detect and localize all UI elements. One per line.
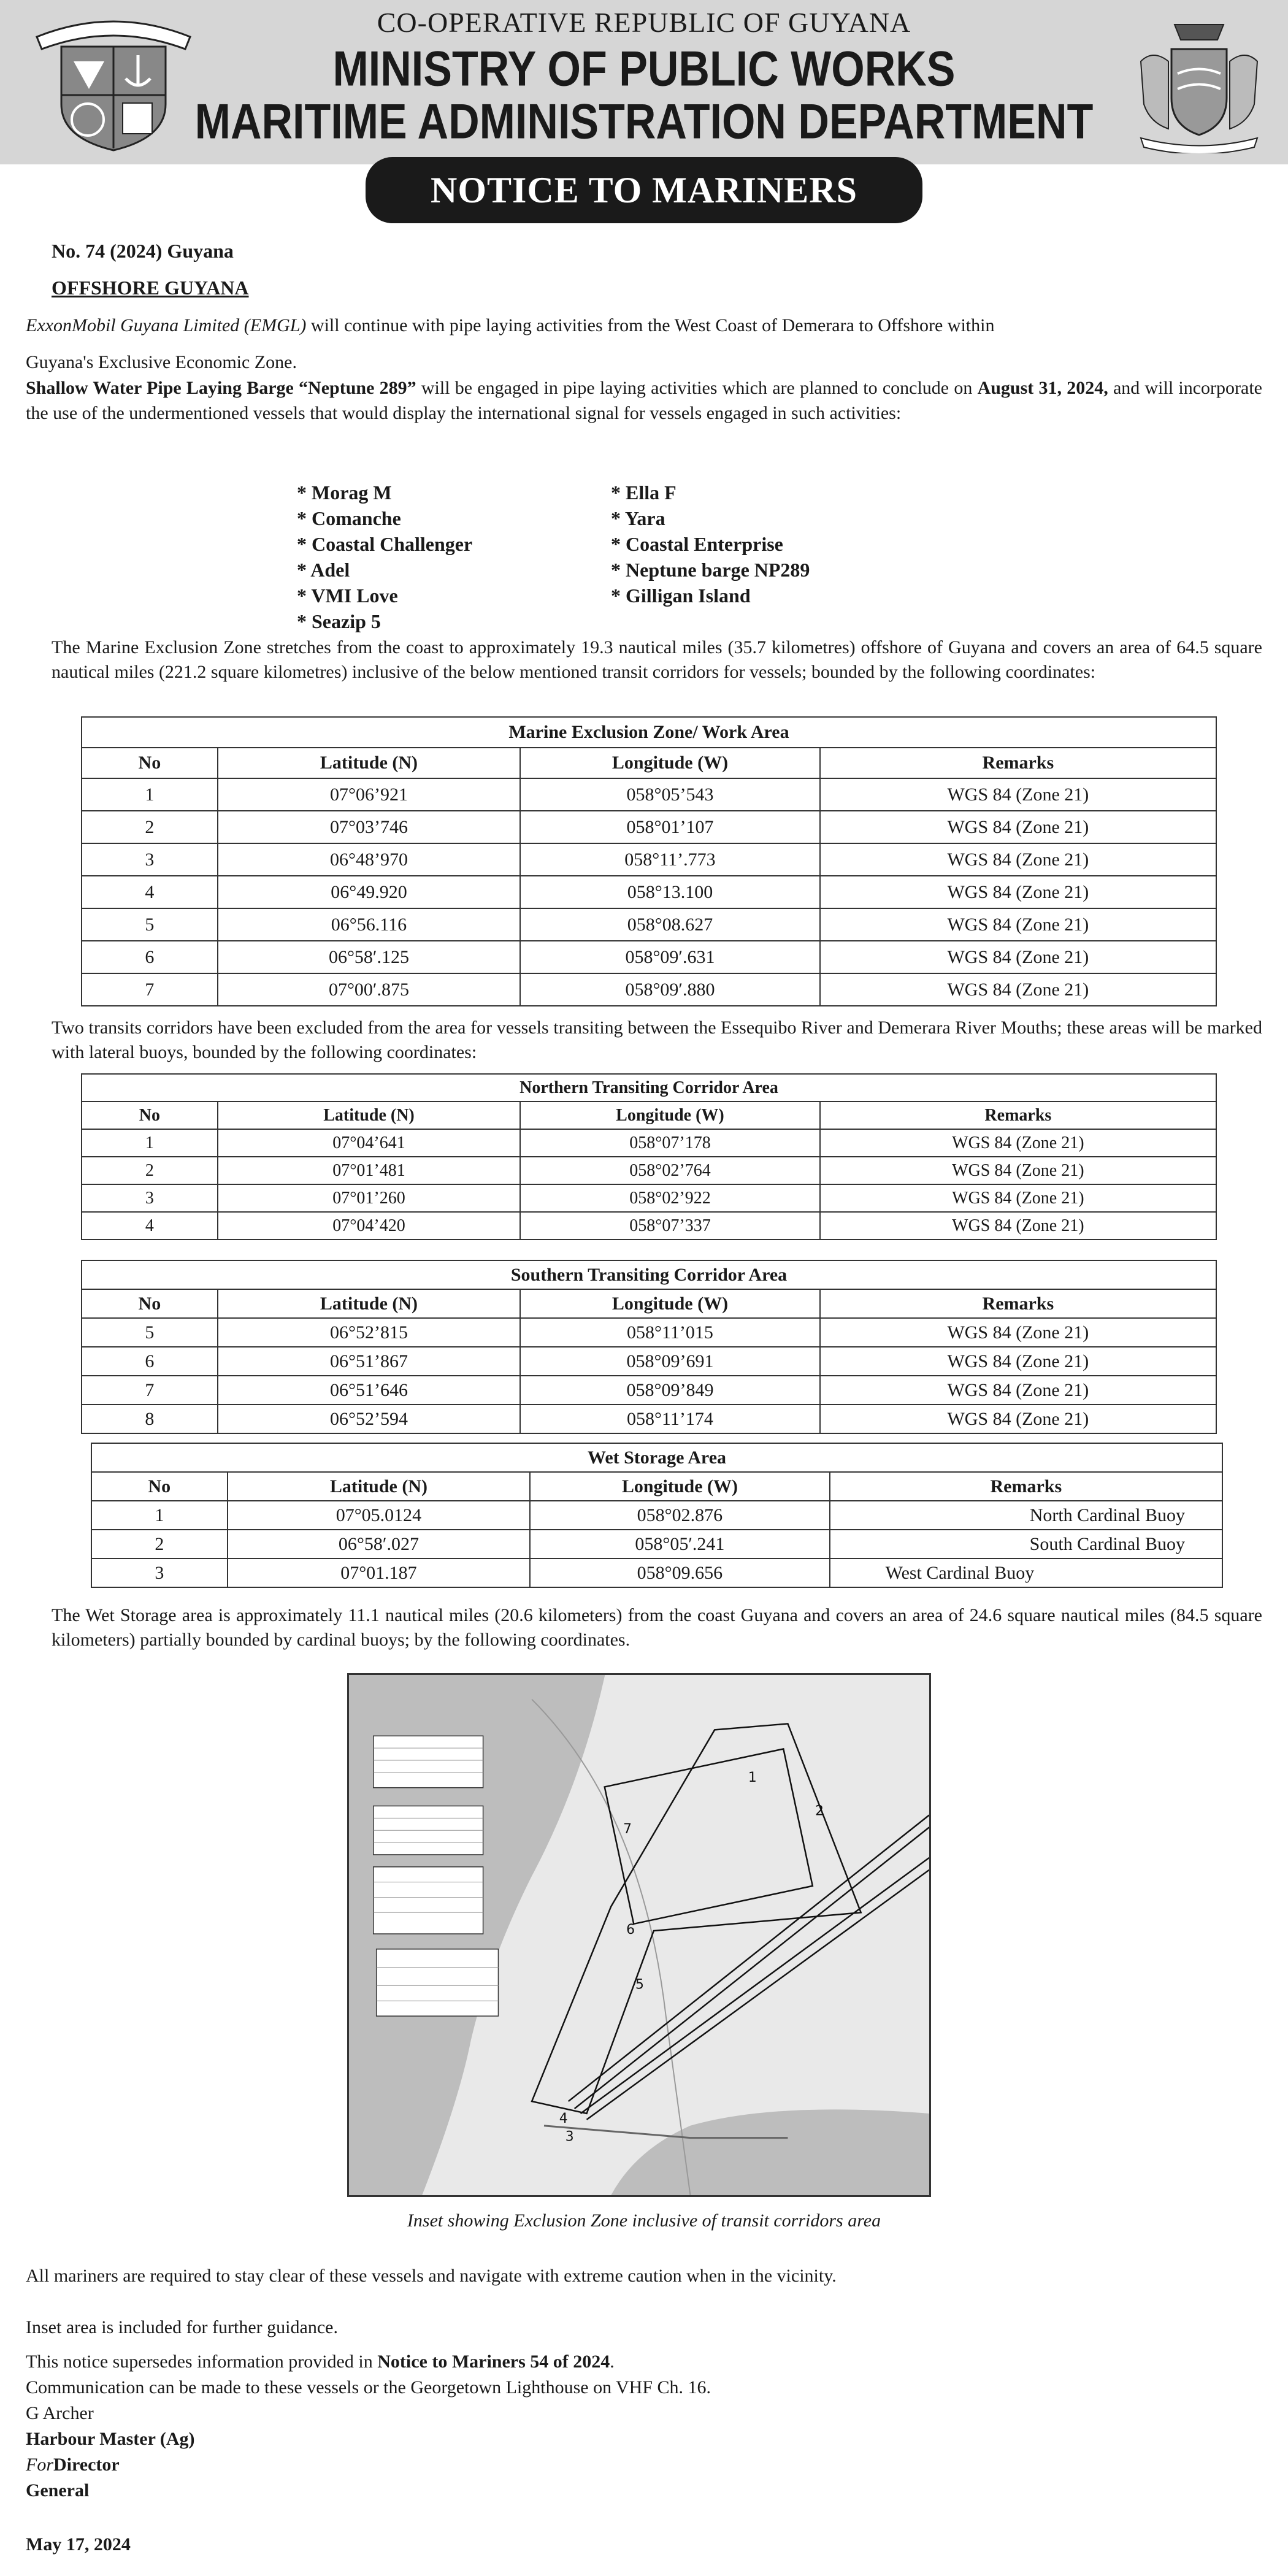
intro-line-1-rest: will continue with pipe laying activities from the West Coast of Demerara to Offshore within bbox=[306, 315, 995, 335]
notice-banner: NOTICE TO MARINERS bbox=[366, 157, 922, 223]
column-header: Latitude (N) bbox=[228, 1472, 530, 1501]
superseded-notice: Notice to Mariners 54 of 2024 bbox=[377, 2352, 610, 2372]
table-row bbox=[82, 1318, 1216, 1347]
cell-remarks: WGS 84 (Zone 21) bbox=[820, 1129, 1216, 1157]
map-point-label: 6 bbox=[626, 1922, 635, 1938]
signatory-name: G Archer bbox=[26, 2403, 94, 2423]
table-row bbox=[82, 1347, 1216, 1376]
cell-remarks: WGS 84 (Zone 21) bbox=[820, 1318, 1216, 1347]
cell-latitude: 06°52’815 bbox=[218, 1318, 520, 1347]
supersedes-text: This notice supersedes information provided in bbox=[26, 2352, 378, 2372]
cell-longitude: 058°05’543 bbox=[520, 778, 820, 811]
cell-latitude: 07°00′.875 bbox=[218, 973, 520, 1006]
company-name: ExxonMobil Guyana Limited (EMGL) bbox=[26, 315, 307, 335]
cell-no: 3 bbox=[91, 1558, 228, 1587]
cell-remarks: WGS 84 (Zone 21) bbox=[820, 811, 1216, 843]
exclusion-zone-paragraph: The Marine Exclusion Zone stretches from the coast to approximately 19.3 nautical miles (35.7 kilometres) offshore of Guyana and covers an area of 64.5 square nautical miles (221.2 square kilometres) inclusive of the below mentioned transit corridors for vessels; bounded by the following coordinates: bbox=[52, 637, 1262, 682]
cell-remarks: WGS 84 (Zone 21) bbox=[820, 1405, 1216, 1433]
cell-latitude: 07°04’641 bbox=[218, 1129, 520, 1157]
vessel-item: * Neptune barge NP289 bbox=[611, 559, 810, 581]
map-point-label: 7 bbox=[623, 1822, 632, 1838]
table-row bbox=[91, 1530, 1222, 1558]
letterhead bbox=[0, 0, 1288, 164]
cell-no: 7 bbox=[82, 973, 218, 1006]
republic-title: CO-OPERATIVE REPUBLIC OF GUYANA bbox=[377, 7, 911, 38]
supersedes-end: . bbox=[610, 2352, 615, 2372]
table-row bbox=[82, 908, 1216, 941]
table-title: Southern Transiting Corridor Area bbox=[82, 1260, 1216, 1289]
signatory-title: Harbour Master (Ag) bbox=[26, 2429, 195, 2449]
cell-latitude: 07°01’481 bbox=[218, 1157, 520, 1184]
column-header: Longitude (W) bbox=[520, 748, 820, 778]
cell-no: 3 bbox=[82, 1184, 218, 1212]
cell-latitude: 06°52’594 bbox=[218, 1405, 520, 1433]
column-header: No bbox=[82, 1102, 218, 1129]
communication-statement: Communication can be made to these vessels or the Georgetown Lighthouse on VHF Ch. 16. bbox=[26, 2377, 711, 2398]
cell-remarks: WGS 84 (Zone 21) bbox=[820, 1376, 1216, 1405]
wet-storage-paragraph: The Wet Storage area is approximately 11.1 nautical miles (20.6 kilometers) from the coast Guyana and covers an area of 24.6 square nautical miles (84.5 square kilometers) partially bounded by cardinal buoys; by the following coordinates. bbox=[52, 1605, 1262, 1650]
column-header: No bbox=[82, 748, 218, 778]
table-title: Northern Transiting Corridor Area bbox=[82, 1074, 1216, 1102]
cell-no: 7 bbox=[82, 1376, 218, 1405]
cell-longitude: 058°07’337 bbox=[520, 1212, 820, 1240]
vessel-item: * Seazip 5 bbox=[297, 610, 381, 632]
table-row bbox=[91, 1501, 1222, 1530]
map-point-label: 3 bbox=[565, 2129, 574, 2145]
table-row bbox=[82, 876, 1216, 908]
column-header: Remarks bbox=[820, 1102, 1216, 1129]
cell-remarks: North Cardinal Buoy bbox=[830, 1501, 1222, 1530]
vessel-item: * Coastal Enterprise bbox=[611, 533, 783, 555]
cell-longitude: 058°05′.241 bbox=[530, 1530, 829, 1558]
stay-clear-statement: All mariners are required to stay clear of these vessels and navigate with extreme caution when in the vicinity. bbox=[26, 2266, 837, 2286]
table-row bbox=[82, 941, 1216, 973]
column-header: Remarks bbox=[820, 1289, 1216, 1318]
vessel-item: * Morag M bbox=[297, 481, 392, 504]
table-row bbox=[82, 1184, 1216, 1212]
cell-longitude: 058°11’.773 bbox=[520, 843, 820, 876]
cell-remarks: WGS 84 (Zone 21) bbox=[820, 843, 1216, 876]
cell-longitude: 058°09′.631 bbox=[520, 941, 820, 973]
cell-longitude: 058°09.656 bbox=[530, 1558, 829, 1587]
cell-remarks: South Cardinal Buoy bbox=[830, 1530, 1222, 1558]
notice-number: No. 74 (2024) Guyana bbox=[52, 240, 234, 262]
cell-longitude: 058°02.876 bbox=[530, 1501, 829, 1530]
map-point-label: 2 bbox=[815, 1803, 824, 1819]
cell-no: 4 bbox=[82, 1212, 218, 1240]
cell-latitude: 07°01’260 bbox=[218, 1184, 520, 1212]
cell-longitude: 058°11’174 bbox=[520, 1405, 820, 1433]
map-point-label: 5 bbox=[635, 1977, 644, 1993]
department-title: MARITIME ADMINISTRATION DEPARTMENT bbox=[194, 94, 1094, 149]
column-header: Latitude (N) bbox=[218, 748, 520, 778]
barge-text: will be engaged in pipe laying activities which are planned to conclude on bbox=[416, 378, 978, 398]
exclusion-zone-table bbox=[81, 716, 1217, 1006]
column-header: No bbox=[91, 1472, 228, 1501]
cell-latitude: 06°48’970 bbox=[218, 843, 520, 876]
table-title: Wet Storage Area bbox=[91, 1443, 1222, 1472]
cell-remarks: WGS 84 (Zone 21) bbox=[820, 1347, 1216, 1376]
northern-corridor-table bbox=[81, 1073, 1217, 1240]
cell-no: 1 bbox=[91, 1501, 228, 1530]
column-header: Remarks bbox=[830, 1472, 1222, 1501]
director-label: Director bbox=[53, 2455, 120, 2475]
general-label: General bbox=[26, 2480, 90, 2501]
table-row bbox=[82, 811, 1216, 843]
exclusion-zone-chart-inset bbox=[347, 1673, 931, 2197]
cell-longitude: 058°07’178 bbox=[520, 1129, 820, 1157]
cell-no: 5 bbox=[82, 908, 218, 941]
notice-area: OFFSHORE GUYANA bbox=[52, 277, 249, 299]
cell-longitude: 058°11’015 bbox=[520, 1318, 820, 1347]
southern-corridor-table bbox=[81, 1260, 1217, 1434]
cell-no: 2 bbox=[82, 1157, 218, 1184]
notice-date: May 17, 2024 bbox=[26, 2534, 131, 2555]
table-row bbox=[91, 1558, 1222, 1587]
cell-remarks: WGS 84 (Zone 21) bbox=[820, 1212, 1216, 1240]
ministry-title: MINISTRY OF PUBLIC WORKS bbox=[332, 41, 956, 96]
cell-latitude: 07°05.0124 bbox=[228, 1501, 530, 1530]
cell-no: 6 bbox=[82, 1347, 218, 1376]
cell-no: 8 bbox=[82, 1405, 218, 1433]
inset-note: Inset area is included for further guidance. bbox=[26, 2317, 338, 2337]
column-header: No bbox=[82, 1289, 218, 1318]
column-header: Longitude (W) bbox=[530, 1472, 829, 1501]
cell-no: 1 bbox=[82, 1129, 218, 1157]
cell-remarks: WGS 84 (Zone 21) bbox=[820, 1157, 1216, 1184]
cell-latitude: 07°01.187 bbox=[228, 1558, 530, 1587]
map-caption: Inset showing Exclusion Zone inclusive of transit corridors area bbox=[407, 2210, 881, 2231]
table-row bbox=[82, 778, 1216, 811]
cell-remarks: WGS 84 (Zone 21) bbox=[820, 908, 1216, 941]
cell-no: 4 bbox=[82, 876, 218, 908]
vessel-item: * Yara bbox=[611, 507, 665, 529]
vessel-item: * Gilligan Island bbox=[611, 585, 751, 607]
cell-longitude: 058°08.627 bbox=[520, 908, 820, 941]
column-header: Latitude (N) bbox=[218, 1289, 520, 1318]
cell-latitude: 06°51’646 bbox=[218, 1376, 520, 1405]
map-point-label: 1 bbox=[748, 1769, 757, 1785]
vessel-item: * Comanche bbox=[297, 507, 401, 529]
corridors-paragraph: Two transits corridors have been excluded from the area for vessels transiting between the Essequibo River and Demerara River Mouths; these areas will be marked with lateral buoys, bounded by the following coordinates: bbox=[52, 1018, 1262, 1062]
cell-latitude: 06°58′.125 bbox=[218, 941, 520, 973]
cell-longitude: 058°02’764 bbox=[520, 1157, 820, 1184]
cell-longitude: 058°13.100 bbox=[520, 876, 820, 908]
cell-latitude: 06°58′.027 bbox=[228, 1530, 530, 1558]
cell-latitude: 06°51’867 bbox=[218, 1347, 520, 1376]
supersedes-statement bbox=[26, 2349, 615, 2375]
table-row bbox=[82, 973, 1216, 1006]
cell-remarks: WGS 84 (Zone 21) bbox=[820, 941, 1216, 973]
cell-longitude: 058°02’922 bbox=[520, 1184, 820, 1212]
table-row bbox=[82, 1376, 1216, 1405]
column-header: Remarks bbox=[820, 748, 1216, 778]
barge-name: Shallow Water Pipe Laying Barge “Neptune 289” bbox=[26, 378, 416, 398]
table-row bbox=[82, 1129, 1216, 1157]
cell-longitude: 058°09’691 bbox=[520, 1347, 820, 1376]
cell-remarks: WGS 84 (Zone 21) bbox=[820, 876, 1216, 908]
column-header: Longitude (W) bbox=[520, 1102, 820, 1129]
conclusion-date: August 31, 2024, bbox=[977, 378, 1108, 398]
table-row bbox=[82, 843, 1216, 876]
cell-remarks: West Cardinal Buoy bbox=[830, 1558, 1222, 1587]
for-director-line bbox=[26, 2452, 120, 2478]
barge-text-end: and will incorporate the use of the undermentioned vessels that would display the international signal for vessels engaged in such activities: bbox=[26, 378, 1263, 423]
table-row bbox=[82, 1405, 1216, 1433]
table-title: Marine Exclusion Zone/ Work Area bbox=[82, 717, 1216, 748]
vessel-item: * VMI Love bbox=[297, 585, 398, 607]
cell-remarks: WGS 84 (Zone 21) bbox=[820, 1184, 1216, 1212]
column-header: Longitude (W) bbox=[520, 1289, 820, 1318]
guyana-coat-of-arms bbox=[1129, 12, 1270, 153]
map-point-label: 4 bbox=[559, 2110, 568, 2126]
cell-latitude: 06°49.920 bbox=[218, 876, 520, 908]
vessel-item: * Ella F bbox=[611, 481, 677, 504]
cell-latitude: 07°03’746 bbox=[218, 811, 520, 843]
for-label: For bbox=[26, 2455, 53, 2475]
cell-remarks: WGS 84 (Zone 21) bbox=[820, 973, 1216, 1006]
cell-no: 2 bbox=[82, 811, 218, 843]
table-row bbox=[82, 1157, 1216, 1184]
intro-line-2: Guyana's Exclusive Economic Zone. bbox=[26, 352, 297, 372]
vessel-item: * Adel bbox=[297, 559, 350, 581]
column-header: Latitude (N) bbox=[218, 1102, 520, 1129]
cell-latitude: 06°56.116 bbox=[218, 908, 520, 941]
barge-paragraph bbox=[26, 375, 1262, 426]
table-row bbox=[82, 1212, 1216, 1240]
cell-latitude: 07°04’420 bbox=[218, 1212, 520, 1240]
cell-no: 2 bbox=[91, 1530, 228, 1558]
cell-remarks: WGS 84 (Zone 21) bbox=[820, 778, 1216, 811]
cell-longitude: 058°09’849 bbox=[520, 1376, 820, 1405]
intro-line-1 bbox=[26, 313, 1262, 339]
vessel-item: * Coastal Challenger bbox=[297, 533, 473, 555]
cell-longitude: 058°01’107 bbox=[520, 811, 820, 843]
cell-longitude: 058°09′.880 bbox=[520, 973, 820, 1006]
wet-storage-table bbox=[91, 1443, 1223, 1588]
cell-latitude: 07°06’921 bbox=[218, 778, 520, 811]
cell-no: 1 bbox=[82, 778, 218, 811]
cell-no: 5 bbox=[82, 1318, 218, 1347]
cell-no: 6 bbox=[82, 941, 218, 973]
cell-no: 3 bbox=[82, 843, 218, 876]
